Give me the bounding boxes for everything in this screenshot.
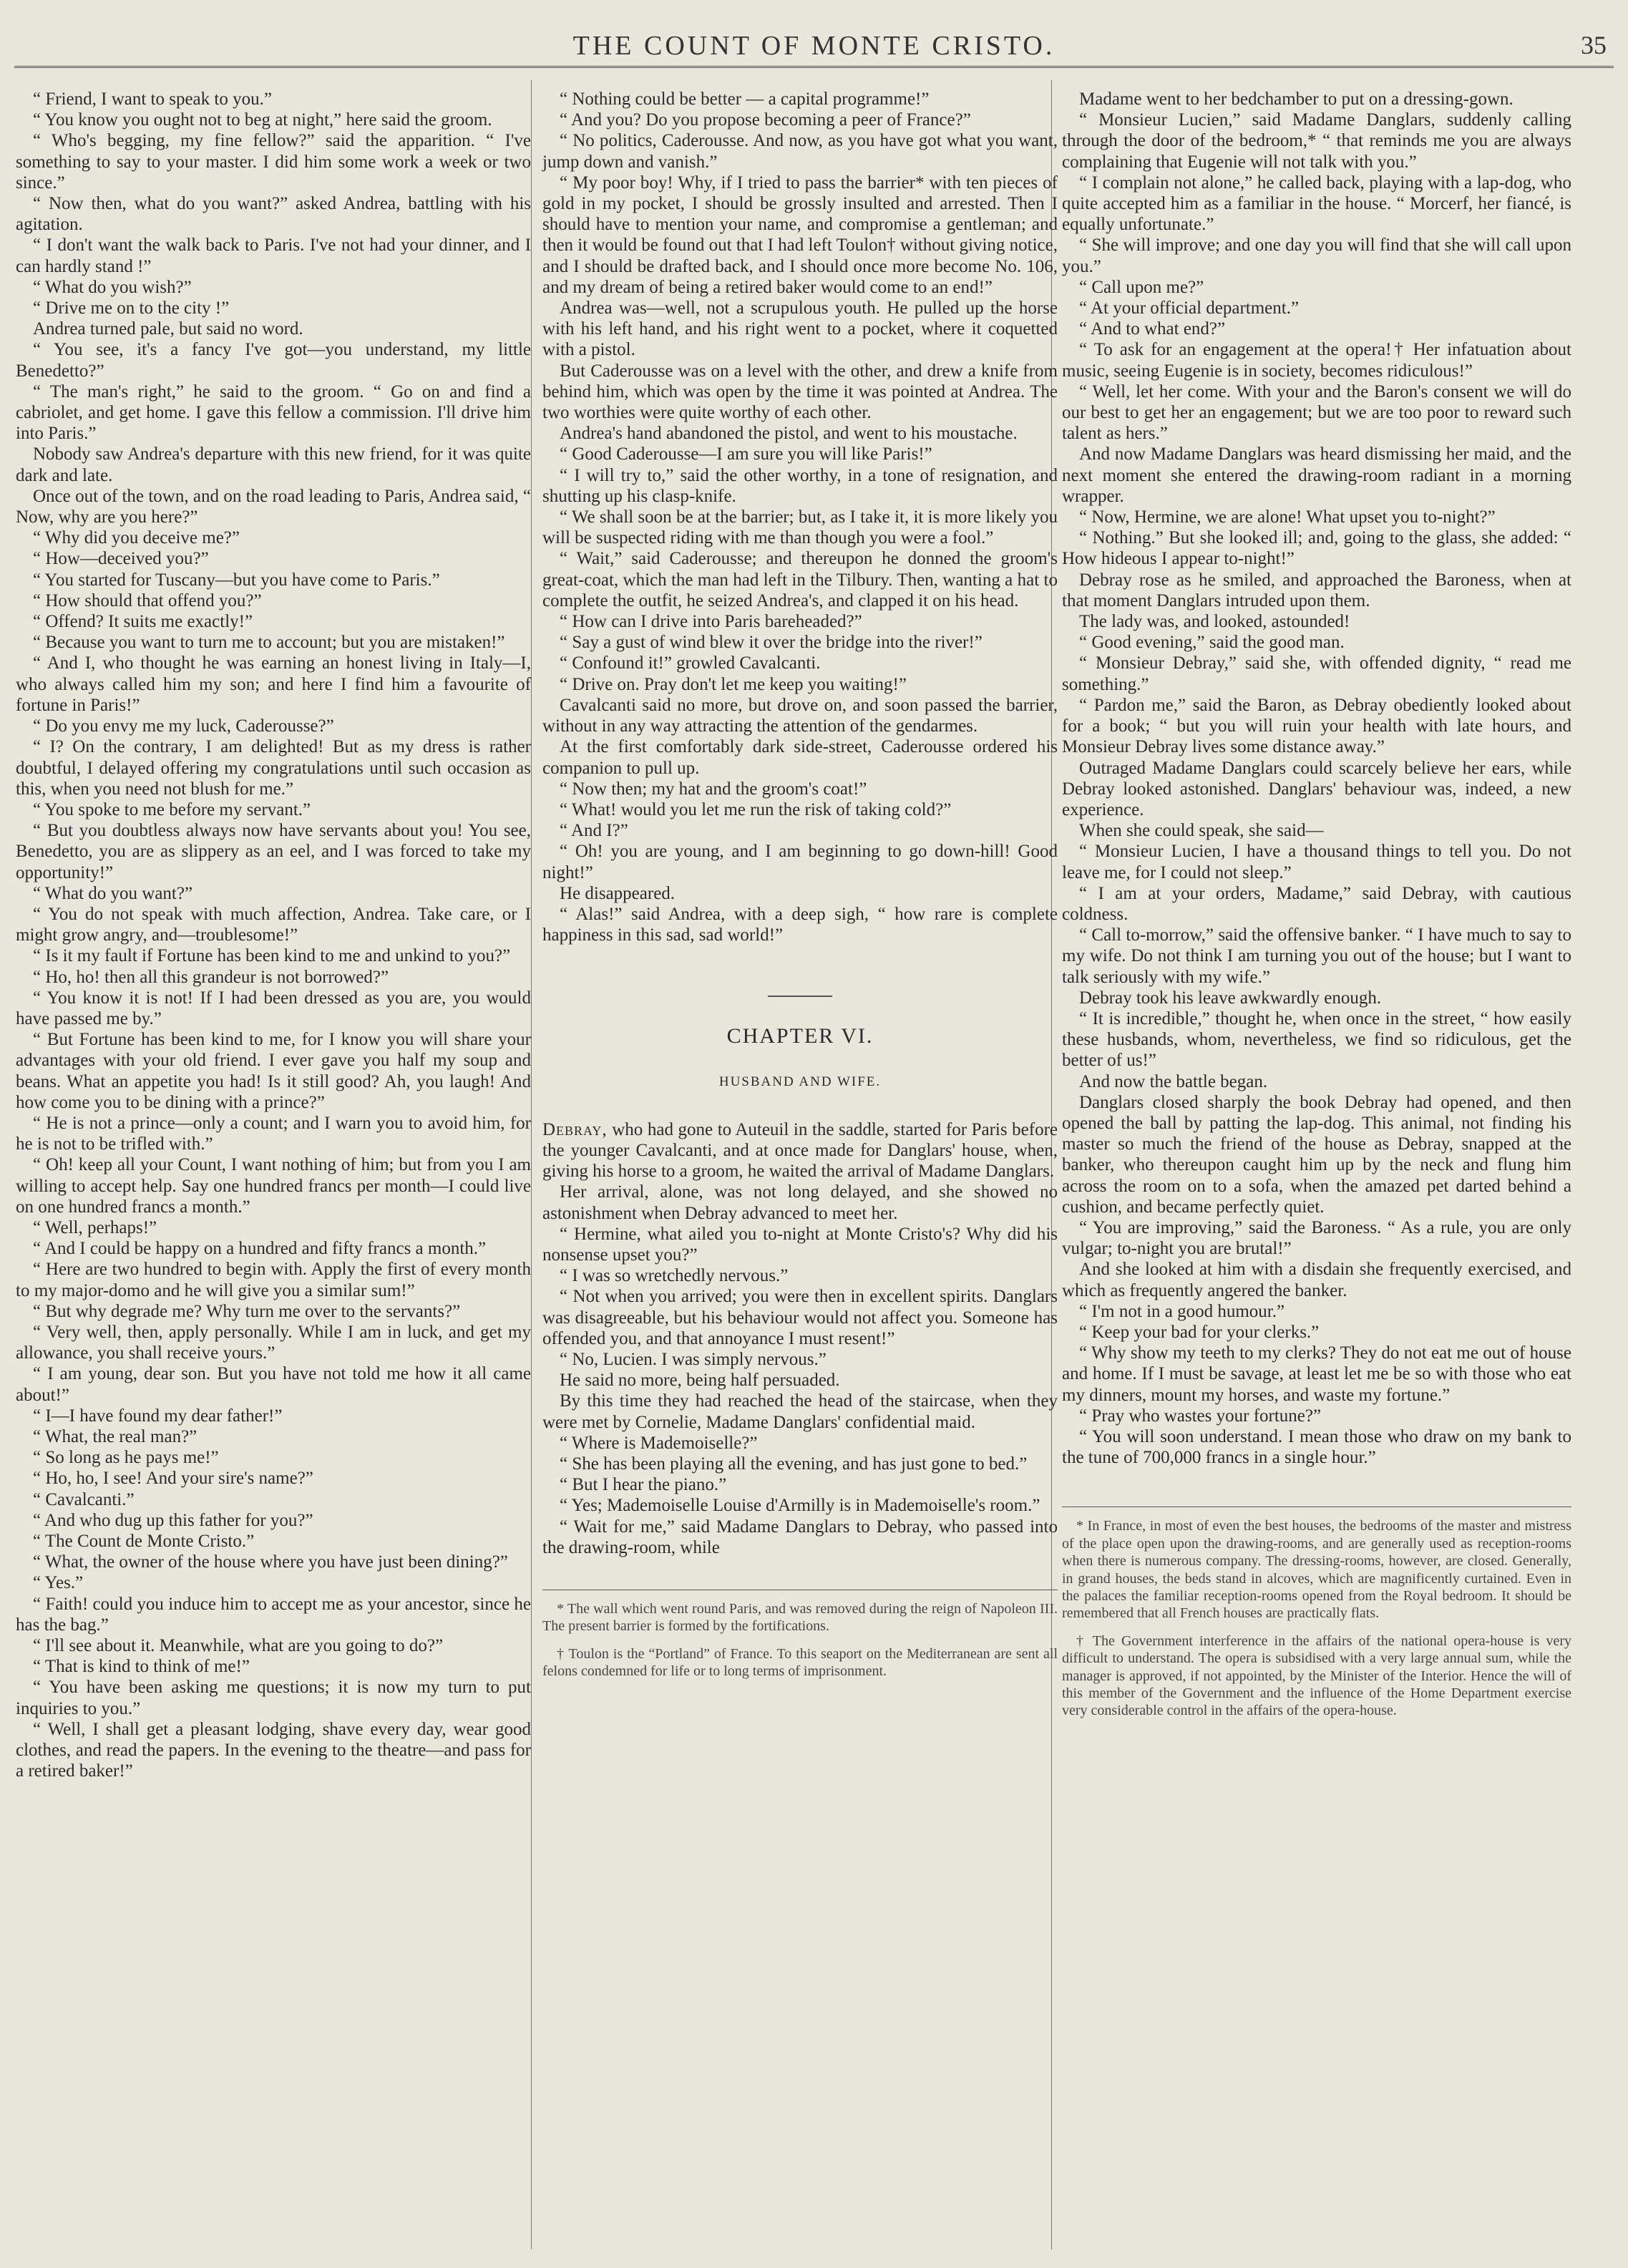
- running-head: [14, 26, 1614, 68]
- paragraph: “ At your official department.”: [1079, 298, 1300, 318]
- paragraph: “ Monsieur Lucien,” said Madame Danglars, suddenly calling through the door of the bedroom,* “ that reminds me you are always complaining that Eugenie will not talk with you.”: [1062, 110, 1571, 172]
- paragraph: “ I will try to,” said the other worthy, in a tone of resignation, and shutting up his clasp-knife.: [542, 465, 1058, 506]
- paragraph: “ Ho, ho! then all this grandeur is not borrowed?”: [33, 967, 389, 987]
- paragraph: “ You know it is not! If I had been dressed as you are, you would have passed me by.”: [16, 988, 531, 1028]
- paragraph: Nobody saw Andrea's departure with this new friend, for it was quite dark and late.: [16, 444, 531, 485]
- paragraph: “ Nothing could be better — a capital programme!”: [560, 89, 930, 109]
- chapter-subtitle: HUSBAND AND WIFE.: [718, 1074, 882, 1089]
- paragraph: “ Pardon me,” said the Baron, as Debray obediently looked about for a book; “ but you will ruin your health with late hours, and Monsieur Debray lives some distance away.”: [1062, 695, 1571, 757]
- paragraph: “ How can I drive into Paris bareheaded?”: [560, 612, 862, 632]
- chapter-lead-text: who had gone to Auteuil in the saddle, started for Paris before the younger Cavalcanti, and at once made for Danglars' house, when, giving his horse to a groom, he waited the arrival of Madame Danglars.: [542, 1119, 1058, 1182]
- paragraph: “ Well, I shall get a pleasant lodging, shave every day, wear good clothes, and read the papers. In the evening to the theatre—and pass for a retired baker!”: [16, 1719, 531, 1781]
- paragraph: “ So long as he pays me!”: [33, 1448, 219, 1468]
- paragraph: “ She has been playing all the evening, and has just gone to bed.”: [560, 1454, 1028, 1474]
- paragraph: “ Very well, then, apply personally. While I am in luck, and get my allowance, you shall receive yours.”: [16, 1322, 531, 1363]
- text-column-3: [1062, 89, 1571, 1720]
- paragraph: “ My poor boy! Why, if I tried to pass the barrier* with ten pieces of gold in my pocket, I should be grossly insulted and arrested. Then I should have to mention your name, and compromise a gentleman; and then it would be found out that I had left Toulon† without giving notice, and I should be drafted back, and I should once more become No. 106, and my dream of being a retired baker would come to an end!”: [542, 172, 1058, 297]
- paragraph: “ And who dug up this father for you?”: [33, 1510, 313, 1530]
- paragraph: “ Friend, I want to speak to you.”: [33, 89, 272, 109]
- chapter-title: CHAPTER VI.: [726, 1024, 874, 1048]
- page-number: 35: [1581, 31, 1607, 59]
- paragraph: “ But you doubtless always now have servants about you! You see, Benedetto, you are as slippery as an eel, and I was forced to take my opportunity!”: [16, 821, 531, 882]
- paragraph: “ Alas!” said Andrea, with a deep sigh, “ how rare is complete happiness in this sad, sad world!”: [542, 904, 1058, 945]
- column-2-body: [542, 89, 1058, 945]
- paragraph: He said no more, being half persuaded.: [560, 1371, 840, 1391]
- paragraph: “ It is incredible,” thought he, when once in the street, “ how easily these husbands, whom, nevertheless, we find so ridiculous, get the better of us!”: [1062, 1008, 1571, 1071]
- paragraph: “ I don't want the walk back to Paris. I've not had your dinner, and I can hardly stand !”: [16, 235, 531, 276]
- paragraph: “ Drive me on to the city !”: [33, 298, 230, 318]
- paragraph: “ You know you ought not to beg at night,” here said the groom.: [33, 110, 492, 130]
- column-3-body: [1062, 89, 1571, 1468]
- chapter-lead-word: Debray,: [542, 1119, 608, 1139]
- paragraph: “ Confound it!” growled Cavalcanti.: [560, 653, 821, 673]
- chapter-body: [542, 1119, 1058, 1558]
- paragraph: “ What do you wish?”: [33, 277, 192, 297]
- paragraph: [542, 1119, 1058, 1182]
- paragraph: “ I complain not alone,” he called back, playing with a lap-dog, who quite accepted him as a familiar in the house. “ Morcerf, her fiancé, is equally unfortunate.”: [1062, 172, 1571, 235]
- paragraph: “ Drive on. Pray don't let me keep you waiting!”: [560, 674, 907, 694]
- paragraph: “ And you? Do you propose becoming a peer of France?”: [560, 110, 971, 130]
- paragraph: “ What! would you let me run the risk of taking cold?”: [560, 799, 952, 819]
- paragraph: At the first comfortably dark side-street, Caderousse ordered his companion to pull up.: [542, 737, 1058, 778]
- paragraph: The lady was, and looked, astounded!: [1079, 612, 1350, 632]
- paragraph: “ Hermine, what ailed you to-night at Monte Cristo's? Why did his nonsense upset you?”: [542, 1224, 1058, 1265]
- paragraph: “ That is kind to think of me!”: [33, 1657, 250, 1677]
- paragraph: “ Say a gust of wind blew it over the bridge into the river!”: [560, 633, 983, 653]
- paragraph: “ Wait for me,” said Madame Danglars to Debray, who passed into the drawing-room, while: [542, 1517, 1058, 1557]
- paragraph: And she looked at him with a disdain she frequently exercised, and which as frequently angered the banker.: [1062, 1260, 1571, 1300]
- paragraph: Andrea was—well, not a scrupulous youth. He pulled up the horse with his left hand, and his right went to a pocket, where it coquetted with a pistol.: [542, 298, 1058, 360]
- paragraph: “ Who's begging, my fine fellow?” said the apparition. “ I've something to say to your master. I did him some work a week or two since.”: [16, 131, 531, 193]
- chapter-divider: [768, 996, 832, 997]
- paragraph: “ She will improve; and one day you will find that she will call upon you.”: [1062, 235, 1571, 276]
- paragraph: But Caderousse was on a level with the other, and drew a knife from behind him, which was open by the time it was pointed at Andrea. The two worthies were quite worthy of each other.: [542, 361, 1058, 423]
- paragraph: Debray rose as he smiled, and approached the Baroness, when at that moment Danglars intruded upon them.: [1062, 570, 1571, 610]
- paragraph: “ And I?”: [560, 821, 628, 841]
- paragraph: Madame went to her bedchamber to put on a dressing-gown.: [1079, 89, 1514, 109]
- paragraph: “ Offend? It suits me exactly!”: [33, 612, 253, 632]
- text-column-2: [542, 89, 1058, 1680]
- paragraph: “ Faith! could you induce him to accept me as your ancestor, since he has the bag.”: [16, 1594, 531, 1635]
- paragraph: Her arrival, alone, was not long delayed, and she showed no astonishment when Debray advanced to meet her.: [542, 1182, 1058, 1223]
- paragraph: Outraged Madame Danglars could scarcely believe her ears, while Debray looked astonished. Danglars' behaviour was, indeed, a new experience.: [1062, 758, 1571, 819]
- paragraph: “ And I, who thought he was earning an honest living in Italy—I, who always called him my son; and here I find him a favourite of fortune in Paris!”: [16, 653, 531, 715]
- paragraph: “ Not when you arrived; you were then in excellent spirits. Danglars was disagreeable, but his behaviour would not affect you. Someone has offended you, and that annoyance I must resent!”: [542, 1287, 1058, 1348]
- paragraph: When she could speak, she said—: [1079, 821, 1324, 841]
- paragraph: “ But I hear the piano.”: [560, 1475, 727, 1495]
- paragraph: “ He is not a prince—only a count; and I warn you to avoid him, for he is not to be trifled with.”: [16, 1113, 531, 1154]
- paragraph: “ Why did you deceive me?”: [33, 528, 240, 548]
- paragraph: “ Is it my fault if Fortune has been kind to me and unkind to you?”: [33, 946, 511, 966]
- paragraph: Once out of the town, and on the road leading to Paris, Andrea said, “ Now, why are you here?”: [16, 486, 531, 527]
- paragraph: “ Call upon me?”: [1079, 277, 1204, 297]
- paragraph: “ Keep your bad for your clerks.”: [1079, 1322, 1320, 1342]
- paragraph: “ Wait,” said Caderousse; and thereupon he donned the groom's great-coat, which the man had left in the Tilbury. Then, wanting a hat to complete the outfit, he seized Andrea's, and clapped it on his head.: [542, 549, 1058, 610]
- column-2-footnotes: [542, 1590, 1058, 1680]
- column-3-footnotes: [1062, 1507, 1571, 1719]
- paragraph: “ Now then, what do you want?” asked Andrea, battling with his agitation.: [16, 194, 531, 235]
- paragraph: “ No politics, Caderousse. And now, as you have got what you want, jump down and vanish.”: [542, 131, 1058, 172]
- paragraph: “ Because you want to turn me to account; but you are mistaken!”: [33, 633, 505, 653]
- paragraph: “ Now, Hermine, we are alone! What upset you to-night?”: [1079, 507, 1496, 527]
- running-title: THE COUNT OF MONTE CRISTO.: [572, 31, 1056, 61]
- paragraph: Debray took his leave awkwardly enough.: [1079, 988, 1382, 1008]
- paragraph: “ To ask for an engagement at the opera!† Her infatuation about music, seeing Eugenie is in society, becomes ridiculous!”: [1062, 340, 1571, 381]
- paragraph: Danglars closed sharply the book Debray had opened, and then opened the ball by patting the lap-dog. This animal, not finding his master so much the friend of the house as Debray, snapped at the banker, who thereupon caught him up by the neck and flung him across the room on to a sofa, when the amazed pet darted behind a cushion, and became perfectly quiet.: [1062, 1092, 1571, 1217]
- paragraph: “ You will soon understand. I mean those who draw on my bank to the tune of 700,000 francs in a single hour.”: [1062, 1427, 1571, 1468]
- paragraph: “ Good Caderousse—I am sure you will like Paris!”: [560, 444, 932, 464]
- paragraph: “ Yes; Mademoiselle Louise d'Armilly is in Mademoiselle's room.”: [560, 1496, 1040, 1516]
- paragraph: “ Well, perhaps!”: [33, 1217, 157, 1237]
- paragraph: “ Monsieur Lucien, I have a thousand things to tell you. Do not leave me, for I could not sleep.”: [1062, 842, 1571, 882]
- paragraph: “ I am young, dear son. But you have not told me how it all came about!”: [16, 1364, 531, 1405]
- paragraph: And now the battle began.: [1079, 1071, 1268, 1091]
- paragraph: “ You do not speak with much affection, Andrea. Take care, or I might grow angry, and—troublesome!”: [16, 904, 531, 945]
- paragraph: And now Madame Danglars was heard dismissing her maid, and the next moment she entered the drawing-room radiant in a morning wrapper.: [1062, 444, 1571, 506]
- paragraph: “ Yes.”: [33, 1573, 84, 1593]
- paragraph: “ Cavalcanti.”: [33, 1489, 135, 1509]
- footnote: † Toulon is the “Portland” of France. To this seaport on the Mediterranean are sent all felons condemned for life or to long terms of imprisonment.: [542, 1645, 1058, 1680]
- paragraph: “ Now then; my hat and the groom's coat!”: [560, 779, 867, 799]
- paragraph: “ The Count de Monte Cristo.”: [33, 1532, 255, 1552]
- paragraph: “ How—deceived you?”: [33, 549, 209, 569]
- paragraph: “ Oh! keep all your Count, I want nothing of him; but from you I am willing to accept help. Say one hundred francs per month—I could live on one hundred francs a month.”: [16, 1155, 531, 1217]
- paragraph: “ Why show my teeth to my clerks? They do not eat me out of house and home. If I must be savage, at least let me be so with those who eat my dinners, mount my horses, and waste my fortune.”: [1062, 1343, 1571, 1405]
- paragraph: “ Pray who wastes your fortune?”: [1079, 1406, 1322, 1426]
- paragraph: “ I—I have found my dear father!”: [33, 1406, 283, 1426]
- text-column-1: [16, 89, 531, 1781]
- footnote: * In France, in most of even the best houses, the bedrooms of the master and mistress of the place open upon the drawing-rooms, and are generally used as reception-rooms when there is numerous company. The dressing-rooms, however, are closed. Generally, in grand houses, the beds stand in alcoves, which are magnificently curtained. Even in the palaces the familiar reception-rooms opened from the Royal bedroom. It should be remembered that all French houses are practically flats.: [1062, 1518, 1571, 1622]
- paragraph: “ I am at your orders, Madame,” said Debray, with cautious coldness.: [1062, 883, 1571, 924]
- paragraph: “ Well, let her come. With your and the Baron's consent we will do our best to get her an engagement; but we are too poor to reward such talent as hers.”: [1062, 381, 1571, 444]
- paragraph: “ You started for Tuscany—but you have come to Paris.”: [33, 570, 440, 590]
- paragraph: “ You have been asking me questions; it is now my turn to put inquiries to you.”: [16, 1678, 531, 1718]
- paragraph: “ Where is Mademoiselle?”: [560, 1433, 758, 1453]
- paragraph: Andrea turned pale, but said no word.: [33, 319, 303, 339]
- paragraph: “ You are improving,” said the Baroness. “ As a rule, you are only vulgar; to-night you are brutal!”: [1062, 1217, 1571, 1259]
- paragraph: “ Monsieur Debray,” said she, with offended dignity, “ read me something.”: [1062, 653, 1571, 694]
- paragraph: “ You see, it's a fancy I've got—you understand, my little Benedetto?”: [16, 340, 531, 381]
- column-rule-left: [531, 80, 532, 2249]
- paragraph: “ What, the owner of the house where you have just been dining?”: [33, 1552, 508, 1572]
- paragraph: He disappeared.: [560, 883, 676, 903]
- paragraph: “ Call to-morrow,” said the offensive banker. “ I have much to say to my wife. Do not think I am turning you out of the house; but I want to talk seriously with my wife.”: [1062, 925, 1571, 987]
- paragraph: “ I'll see about it. Meanwhile, what are you going to do?”: [33, 1636, 444, 1656]
- paragraph: “ I'm not in a good humour.”: [1079, 1301, 1285, 1321]
- paragraph: By this time they had reached the head of the staircase, when they were met by Cornelie, Madame Danglars' confidential maid.: [542, 1391, 1058, 1432]
- paragraph: “ I was so wretchedly nervous.”: [560, 1266, 789, 1286]
- paragraph: “ I? On the contrary, I am delighted! But as my dress is rather doubtful, I delayed offering my congratulations until such occasion as this, when you need not blush for me.”: [16, 737, 531, 799]
- footnote: † The Government interference in the affairs of the national opera-house is very difficult to understand. The opera is subsidised with a very large annual sum, while the manager is approved, if not appointed, by the Minister of the Interior. Hence the will of this member of the Government and the influence of the Home Department exercise very considerable control in the affairs of the opera-house.: [1062, 1632, 1571, 1719]
- paragraph: Andrea's hand abandoned the pistol, and went to his moustache.: [560, 424, 1018, 444]
- paragraph: Cavalcanti said no more, but drove on, and soon passed the barrier, without in any way attracting the attention of the gendarmes.: [542, 695, 1058, 736]
- paragraph: “ Do you envy me my luck, Caderousse?”: [33, 716, 334, 736]
- paragraph: “ No, Lucien. I was simply nervous.”: [560, 1349, 827, 1369]
- paragraph: “ The man's right,” he said to the groom. “ Go on and find a cabriolet, and get home. I gave this fellow a commission. I'll drive him into Paris.”: [16, 381, 531, 444]
- paragraph: “ Nothing.” But she looked ill; and, going to the glass, she added: “ How hideous I appear to-night!”: [1062, 528, 1571, 569]
- paragraph: “ And to what end?”: [1079, 319, 1226, 339]
- paragraph: “ Here are two hundred to begin with. Apply the first of every month to my major-domo and he will give you a similar sum!”: [16, 1260, 531, 1300]
- paragraph: “ You spoke to me before my servant.”: [33, 799, 311, 819]
- footnote: * The wall which went round Paris, and was removed during the reign of Napoleon III. The present barrier is formed by the fortifications.: [542, 1601, 1058, 1635]
- paragraph: “ But Fortune has been kind to me, for I know you will share your advantages with your old friend. I ever gave you half my soup and beans. What an appetite you had! Is it still good? Ah, you laugh! And how come you to be dining with a prince?”: [16, 1030, 531, 1112]
- paragraph: “ What, the real man?”: [33, 1427, 198, 1446]
- paragraph: “ But why degrade me? Why turn me over to the servants?”: [33, 1301, 461, 1321]
- paragraph: “ What do you want?”: [33, 883, 193, 903]
- paragraph: “ And I could be happy on a hundred and fifty francs a month.”: [33, 1239, 487, 1259]
- paragraph: “ Ho, ho, I see! And your sire's name?”: [33, 1469, 313, 1489]
- paragraph: “ Oh! you are young, and I am beginning to go down-hill! Good night!”: [542, 842, 1058, 882]
- paragraph: “ Good evening,” said the good man.: [1079, 633, 1345, 653]
- paragraph: “ We shall soon be at the barrier; but, as I take it, it is more likely you will be suspected riding with me than though you were a fool.”: [542, 507, 1058, 548]
- paragraph: “ How should that offend you?”: [33, 590, 262, 610]
